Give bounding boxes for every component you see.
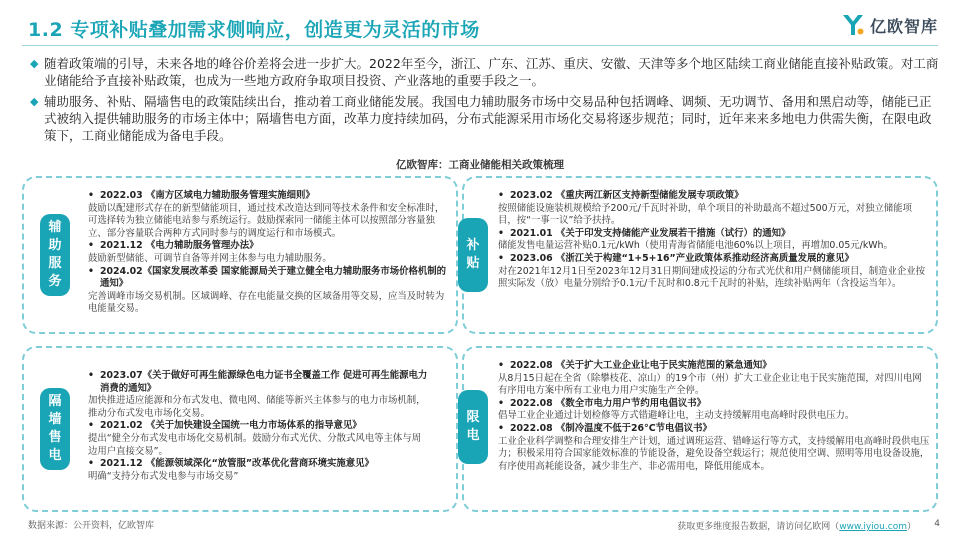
footer-more-suffix: ） — [906, 522, 916, 532]
policy-item: • 2021.12 《能源领域深化“放管服”改革优化营商环境实施意见》 明确“支持分布式发电参与市场交易” — [88, 458, 428, 483]
policy-item: • 2022.08 《制冷温度不低于26°C节电倡议书》 工业企业科学调整和合理安排生产计划，通过调班运营、错峰运行等方式，支持缓解用电高峰时段供电压力；积极采用符合国家能效标准的节能设备，避免设备空载运行；规范使用空调、照明等用电设备设施，有序使用高耗能设备，减少非生产、非必需用电，降低用能成本。 — [498, 422, 930, 472]
policy-desc: 完善调峰市场交易机制。区域调峰、存在电能量交换的区域备用等交易，应当及时转为电能量交易。 — [88, 290, 445, 315]
policy-desc: 按照储能设施装机规模给予200元/千瓦时补助，单个项目的补助最高不超过500万元，对独立储能项目，按“一事一议”给予扶持。 — [498, 202, 912, 227]
tab-char: 电 — [466, 428, 480, 443]
website-link[interactable]: www.iyiou.com — [839, 522, 907, 532]
policy-desc: 从8月15日起在全省（除攀枝花、凉山）的19个市（州）扩大工业企业让电于民实施范围，对四川电网有序用电方案中所有工业电力用户实施生产全停。 — [498, 372, 922, 397]
tab-char: 贴 — [466, 256, 480, 271]
policy-title: 2022.08 《数全市电力用户节约用电倡议书》 — [510, 397, 706, 409]
tab-grid-sales — [40, 388, 70, 470]
tab-char: 服 — [48, 256, 62, 271]
policy-title: 2022.08 《制冷温度不低于26°C节电倡议书》 — [510, 422, 712, 434]
policy-desc: 倡导工业企业通过计划检修等方式错避峰让电，主动支持缓解用电高峰时段供电压力。 — [498, 410, 855, 422]
policy-desc: 鼓励以配建形式存在的新型储能项目，通过技术改造达到同等技术条件和安全标准时，可选择转为独立储能电站参与系统运行。鼓励探索同一储能主体可以按照部分容量独立、部分容量联合两种方式同时参与的调度运行和市场模式。 — [88, 202, 445, 239]
tab-char: 电 — [48, 448, 62, 463]
iyiou-logo-icon — [840, 12, 866, 38]
tab-char: 务 — [48, 274, 62, 289]
policy-title: 2023.06 《浙江关于构建“1+5+16”产业政策体系推动经济高质量发展的意见》 — [510, 252, 854, 264]
tab-char: 售 — [48, 430, 62, 445]
subsidy-policy-list — [498, 190, 930, 291]
policy-item: • 2022.03 《南方区域电力辅助服务管理实施细则》 鼓励以配建形式存在的新型储能项目，通过技术改造达到同等技术条件和安全标准时，可选择转为独立储能电站参与系统运行。鼓励探索同一储能主体可以按照部分容量独立、部分容量联合两种方式同时参与的调度运行和市场模式。 — [88, 190, 445, 239]
tab-char: 限 — [466, 410, 480, 425]
policy-item: • 2023.06 《浙江关于构建“1+5+16”产业政策体系推动经济高质量发展的意见》 对在2021年12月1日至2023年12月31日期间建成投运的分布式光伏和用户侧储能项目，制造业企业按照实际发（放）电量分别给予0.1元/千瓦时和0.8元千瓦时的补贴，连续补贴两年（含投运当年）。 — [498, 253, 930, 291]
bullet-item — [30, 93, 942, 144]
page-title: 1.2 专项补贴叠加需求侧响应，创造更为灵活的市场 — [28, 19, 480, 41]
policy-desc: 加快推进适应能源和分布式发电、微电网、储能等新兴主体参与的电力市场机制，推动分布式发电市场化交易。 — [88, 395, 426, 419]
figure-caption: 亿欧智库：工商业储能相关政策梳理 — [396, 159, 564, 171]
policy-desc: 鼓励新型储能、可调节自备等并网主体参与电力辅助服务。 — [88, 252, 332, 264]
policy-title: 2022.03 《南方区域电力辅助服务管理实施细则》 — [100, 190, 315, 201]
tab-char: 补 — [466, 238, 480, 253]
footer-more-prefix: 获取更多维度报告数据，请访问亿欧网（ — [677, 522, 840, 532]
policy-desc: 提出“健全分布式发电市场化交易机制。鼓励分布式光伏、分散式风电等主体与周边用户直接交易”。 — [88, 432, 421, 457]
policy-title: 2021.12 《电力辅助服务管理办法》 — [100, 240, 259, 252]
policy-item: • 2022.08 《关于扩大工业企业让电于民实施范围的紧急通知》 从8月15日起在全省（除攀枝花、凉山）的19个市（州）扩大工业企业让电于民实施范围，对四川电网有序用电方案中所有工业电力用户实施生产全停。 — [498, 360, 930, 398]
grid-sales-policy-list — [88, 370, 428, 483]
tab-char: 隔 — [48, 394, 62, 409]
policy-item: • 2023.02 《重庆两江新区支持新型储能发展专项政策》 按照储能设施装机规模给予200元/千瓦时补助，单个项目的补助最高不超过500万元，对独立储能项目，按“一事一议”给予扶持。 — [498, 190, 930, 228]
policy-title: 2021.01 《关于印发支持储能产业发展若干措施（试行）的通知》 — [510, 227, 791, 239]
bullet-text: 辅助服务、补贴、隔墙售电的政策陆续出台，推动着工商业储能发展。我国电力辅助服务市场中交易品种包括调峰、调频、无功调节、备用和黑启动等，储能已正式被纳入提供辅助服务的市场主体中；隔墙售电方面，改革力度持续加码，分布式能源采用市场化交易将逐步规范；同时，近年来来多地电力供需失衡，在限电政策下，工商业储能成为备电手段。 — [44, 94, 932, 143]
policy-item: • 2022.08 《数全市电力用户节约用电倡议书》 倡导工业企业通过计划检修等方式错避峰让电，主动支持缓解用电高峰时段供电压力。 — [498, 398, 930, 423]
policy-item: • 2021.02 《关于加快建设全国统一电力市场体系的指导意见》 提出“健全分布式发电市场化交易机制。鼓励分布式光伏、分散式风电等主体与周边用户直接交易”。 — [88, 420, 428, 458]
policy-title: 2023.07《关于做好可再生能源绿色电力证书全覆盖工作 促进可再生能源电力消费的通知》 — [100, 370, 428, 394]
policy-desc: 工业企业科学调整和合理安排生产计划，通过调班运营、错峰运行等方式，支持缓解用电高峰时段供电压力；积极采用符合国家能效标准的节能设备，避免设备空载运行；规范使用空调、照明等用电设备设施，有序使用高耗能设备，减少非生产、非必需用电，降低用能成本。 — [498, 435, 930, 472]
tab-subsidy — [458, 218, 488, 292]
policy-item: • 2021.01 《关于印发支持储能产业发展若干措施（试行）的通知》 储能发售电量运营补贴0.1元/kWh（使用青海省储能电池60%以上项目，再增加0.05元/kWh。 — [498, 228, 930, 253]
logo-text: 亿欧智库 — [869, 16, 938, 36]
policy-title: 2021.02 《关于加快建设全国统一电力市场体系的指导意见》 — [100, 420, 362, 432]
tab-char: 墙 — [48, 412, 62, 427]
diamond-bullet-icon: ◆ — [30, 57, 39, 70]
tab-char: 辅 — [48, 220, 62, 235]
policy-title: 2024.02《国家发展改革委 国家能源局关于建立健全电力辅助服务市场价格机制的通知》 — [100, 265, 446, 290]
diamond-bullet-icon: ◆ — [30, 95, 39, 108]
policy-item: • 2021.12 《电力辅助服务管理办法》 鼓励新型储能、可调节自备等并网主体参与电力辅助服务。 — [88, 240, 446, 265]
policy-item: • 2023.07《关于做好可再生能源绿色电力证书全覆盖工作 促进可再生能源电力消费的通知》 加快推进适应能源和分布式发电、微电网、储能等新兴主体参与的电力市场机制，推动分布式发电市场化交易。 — [88, 370, 428, 419]
policy-desc: 对在2021年12月1日至2023年12月31日期间建成投运的分布式光伏和用户侧储能项目，制造业企业按照实际发（放）电量分别给予0.1元/千瓦时和0.8元千瓦时的补贴，连续补贴两年（含投运当年）。 — [498, 265, 925, 290]
bullet-text: 随着政策端的引导，未来各地的峰谷价差将会进一步扩大。2022年至今，浙江、广东、江苏、重庆、安徽、天津等多个地区陆续工商业储能直接补贴政策。对工商业储能给予直接补贴政策，也成为一些地方政府争取项目投资、产业落地的重要手段之一。 — [44, 56, 939, 88]
page-number: 4 — [934, 519, 940, 529]
policy-desc: 储能发售电量运营补贴0.1元/kWh（使用青海省储能电池60%以上项目，再增加0.05元/kWh。 — [498, 240, 893, 252]
bullet-item — [30, 55, 942, 89]
policy-desc: 明确“支持分布式发电参与市场交易” — [88, 470, 239, 482]
footer-more-info — [677, 519, 916, 532]
policy-item: • 2024.02《国家发展改革委 国家能源局关于建立健全电力辅助服务市场价格机制的通知》 完善调峰市场交易机制。区域调峰、存在电能量交换的区域备用等交易，应当及时转为电能量交易。 — [88, 265, 446, 315]
auxiliary-policy-list — [88, 190, 446, 316]
data-source: 数据来源：公开资料，亿欧智库 — [28, 521, 155, 531]
tab-auxiliary-services — [40, 214, 70, 296]
policy-title: 2023.02 《重庆两江新区支持新型储能发展专项政策》 — [510, 190, 744, 201]
policy-title: 2021.12 《能源领域深化“放管服”改革优化营商环境实施意见》 — [100, 458, 374, 470]
logo — [840, 12, 938, 38]
tab-power-limit — [458, 390, 488, 464]
tab-char: 助 — [48, 238, 62, 253]
title-underline — [22, 45, 938, 46]
intro-bullets — [30, 55, 942, 148]
power-limit-policy-list — [498, 360, 930, 473]
policy-title: 2022.08 《关于扩大工业企业让电于民实施范围的紧急通知》 — [510, 360, 772, 371]
